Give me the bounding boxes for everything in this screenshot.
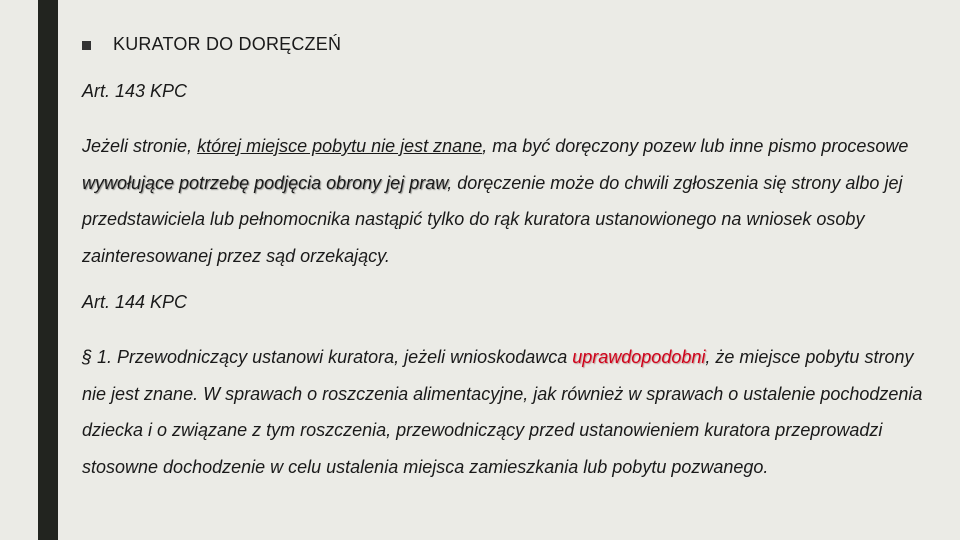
article-144-ref: Art. 144 KPC bbox=[82, 292, 188, 312]
art143-underlined-phrase: której miejsce pobytu nie jest znane bbox=[197, 136, 483, 156]
article-144-text bbox=[82, 339, 932, 485]
art143-emphasis-phrase: wywołujące potrzebę podjęcia obrony jej praw bbox=[82, 172, 448, 193]
article-143-ref: Art. 143 KPC bbox=[82, 81, 188, 101]
slide-content bbox=[82, 34, 932, 503]
art143-text-part1: Jeżeli stronie, bbox=[82, 136, 198, 156]
slide-heading bbox=[82, 34, 932, 55]
art144-text-part3: , że miejsce pobytu strony nie jest znane. W sprawach o roszczenia alimentacyjne, jak również w sprawach o ustalenie pochodzenia dziecka i o związane z tym roszczenia, przewodniczący przed ustanowieniem kuratora przeprowadzi stosowne dochodzenie w celu ustalenia miejsca zamieszkania lub pobytu pozwanego. bbox=[82, 347, 923, 477]
left-accent-bar bbox=[38, 0, 58, 540]
heading-text: KURATOR DO DORĘCZEŃ bbox=[113, 34, 342, 54]
art144-red-term: uprawdopodobni bbox=[572, 347, 706, 367]
square-bullet-icon bbox=[82, 41, 91, 50]
article-143-text bbox=[82, 128, 932, 274]
art143-text-part5: , doręczenie może do chwili zgłoszenia się strony albo jej przedstawiciela lub pełnomocnika nastąpić tylko do rąk kuratora ustanowionego na wniosek osoby zainteresowanej przez sąd orzekający. bbox=[82, 172, 903, 266]
art143-text-part3: , ma być doręczony pozew lub inne pismo procesowe bbox=[482, 136, 909, 156]
art144-text-part1: § 1. Przewodniczący ustanowi kuratora, jeżeli wnioskodawca bbox=[82, 347, 573, 367]
